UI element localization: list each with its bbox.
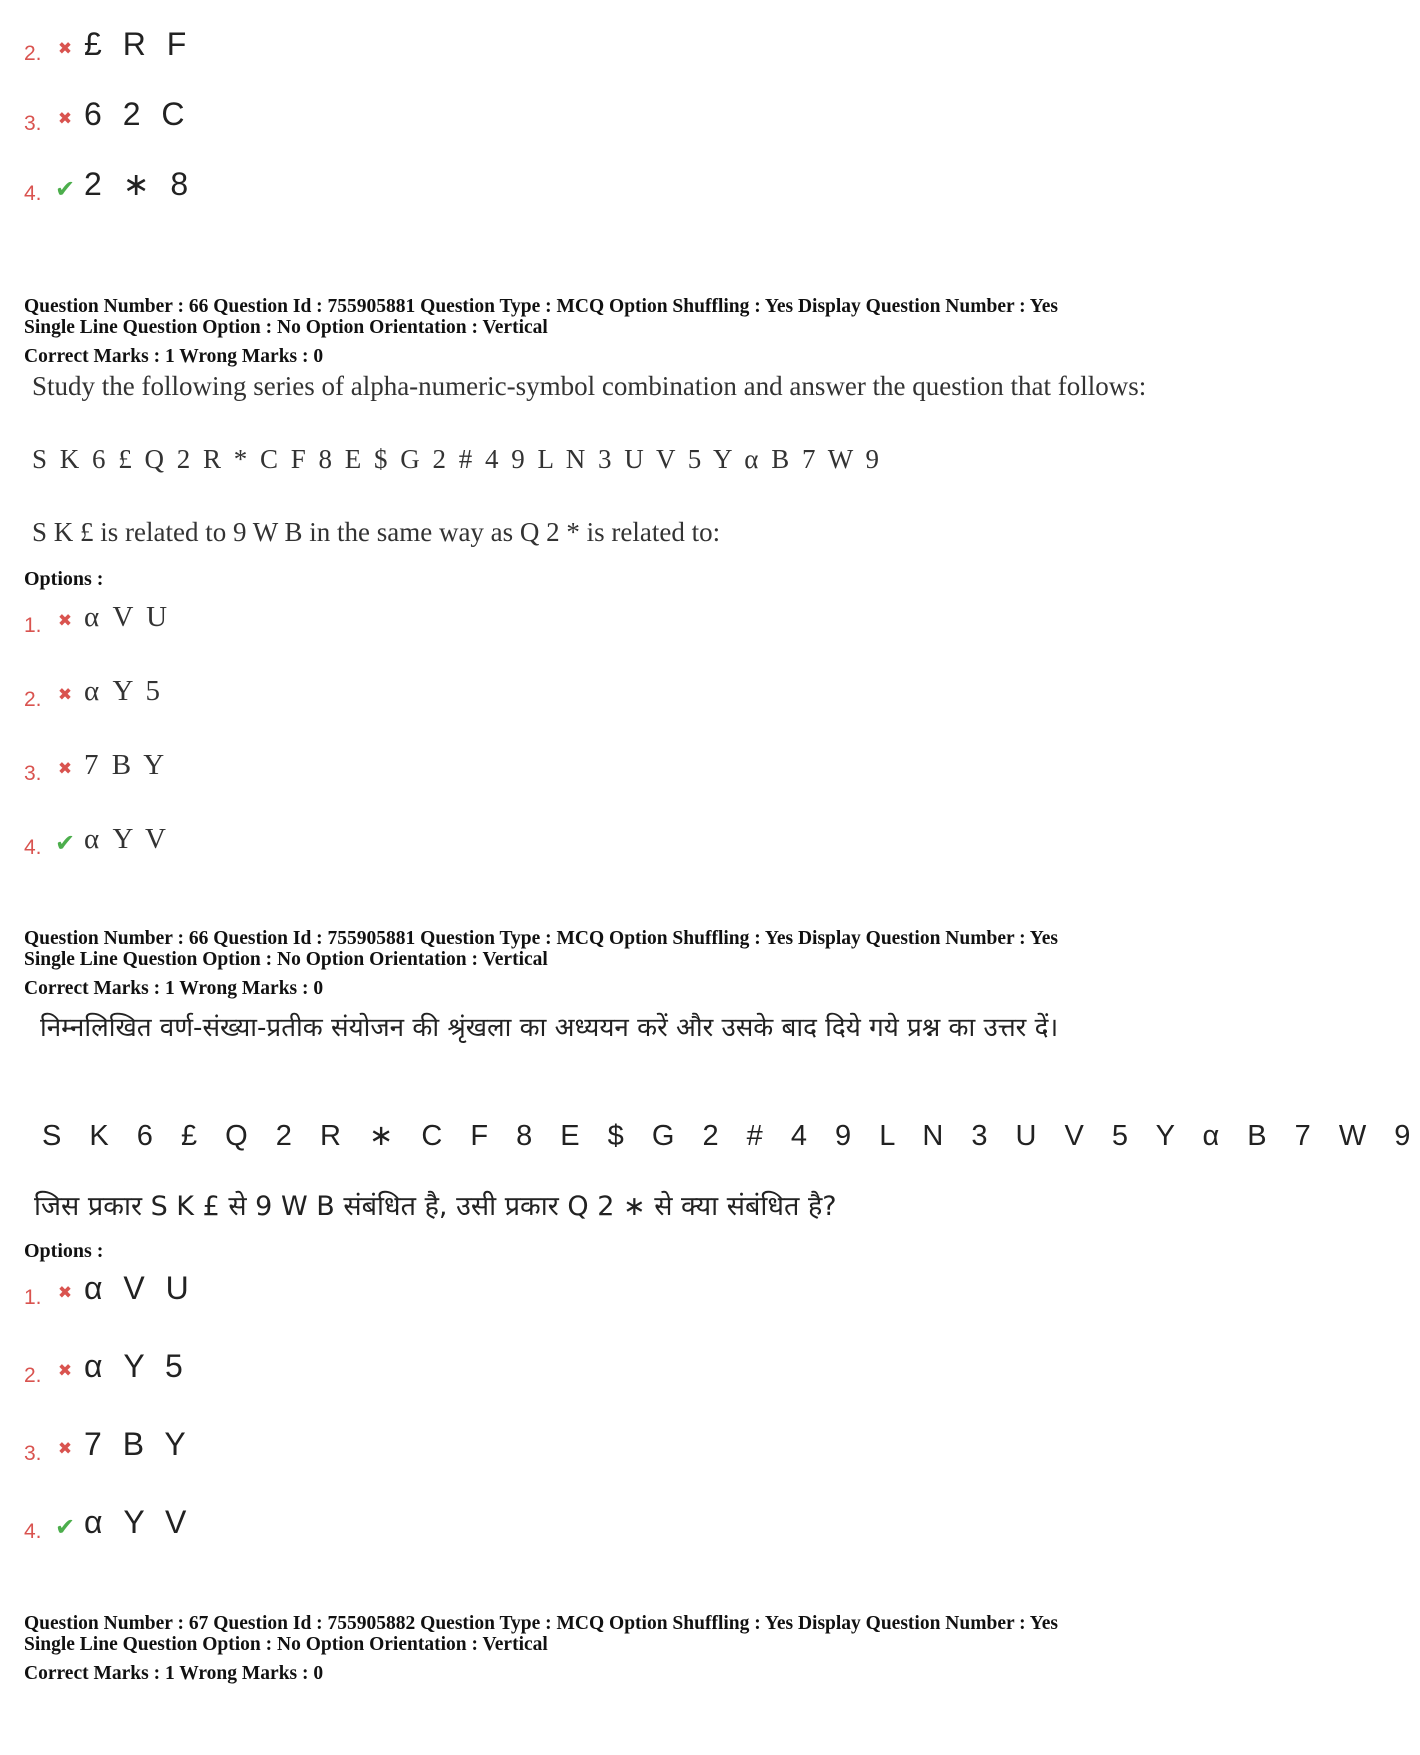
option-4 <box>24 1496 192 1544</box>
check-icon: ✔ <box>54 175 76 203</box>
cross-icon: ✖ <box>57 109 73 129</box>
cross-icon: ✖ <box>57 1439 73 1459</box>
option-2 <box>24 1340 189 1388</box>
question-marks: Correct Marks : 1 Wrong Marks : 0 <box>24 978 324 999</box>
question-marks: Correct Marks : 1 Wrong Marks : 0 <box>24 1663 324 1684</box>
option-number: 3. <box>24 762 42 785</box>
option-number: 3. <box>24 112 42 135</box>
question-text: Study the following series of alpha-numeric-symbol combination and answer the question that follows: <box>32 371 1147 401</box>
option-text: 2 ∗ 8 <box>84 166 195 202</box>
option-text: α Y 5 <box>84 675 164 707</box>
option-number: 4. <box>24 182 42 205</box>
question-meta-line2: Single Line Question Option : No Option Orientation : Vertical <box>24 1634 548 1655</box>
question-meta-line2: Single Line Question Option : No Option Orientation : Vertical <box>24 949 548 970</box>
option-number: 2. <box>24 1364 42 1387</box>
cross-icon: ✖ <box>57 611 73 631</box>
option-number: 1. <box>24 1286 42 1309</box>
question-meta-line2: Single Line Question Option : No Option Orientation : Vertical <box>24 317 548 338</box>
option-text: α Y 5 <box>84 1348 189 1384</box>
option-text: 6 2 C <box>84 96 191 132</box>
cross-icon: ✖ <box>57 39 73 59</box>
cross-icon: ✖ <box>57 1283 73 1303</box>
question-meta-line1: Question Number : 66 Question Id : 755905881 Question Type : MCQ Option Shuffling : Yes Display Question Number : Yes <box>24 928 1058 949</box>
option-text: £ R F <box>84 26 193 62</box>
check-icon: ✔ <box>54 1513 76 1541</box>
options-label: Options : <box>24 1240 104 1262</box>
cross-icon: ✖ <box>57 759 73 779</box>
question-marks: Correct Marks : 1 Wrong Marks : 0 <box>24 346 324 367</box>
option-4 <box>24 158 194 206</box>
option-3 <box>24 88 190 136</box>
option-number: 2. <box>24 688 42 711</box>
question-ask: जिस प्रकार S K £ से 9 W B संबंधित है, उसी प्रकार Q 2 ∗ से क्या संबंधित है? <box>34 1191 837 1222</box>
option-2 <box>24 18 192 66</box>
option-text: α Y V <box>84 1504 193 1540</box>
options-label: Options : <box>24 568 104 590</box>
option-text: α V U <box>84 601 171 633</box>
option-number: 1. <box>24 614 42 637</box>
option-4 <box>24 812 169 860</box>
option-text: 7 B Y <box>84 1426 192 1462</box>
option-text: α Y V <box>84 823 169 855</box>
cross-icon: ✖ <box>57 1361 73 1381</box>
option-number: 2. <box>24 42 42 65</box>
option-number: 4. <box>24 1520 42 1543</box>
question-ask: S K £ is related to 9 W B in the same way as Q 2 * is related to: <box>32 517 721 547</box>
question-series: S K 6 £ Q 2 R * C F 8 E $ G 2 # 4 9 L N 3 U V 5 Y α B 7 W 9 <box>32 444 882 474</box>
option-1 <box>24 590 170 638</box>
question-text: निम्नलिखित वर्ण-संख्या-प्रतीक संयोजन की श्रृंखला का अध्ययन करें और उसके बाद दिये गये प्रश्न का उत्तर दें। <box>40 1013 1059 1043</box>
option-3 <box>24 1418 192 1466</box>
option-1 <box>24 1262 195 1310</box>
option-2 <box>24 664 163 712</box>
question-meta-line1: Question Number : 67 Question Id : 755905882 Question Type : MCQ Option Shuffling : Yes Display Question Number : Yes <box>24 1613 1058 1634</box>
option-number: 4. <box>24 836 42 859</box>
option-text: α V U <box>84 1270 195 1306</box>
option-text: 7 B Y <box>84 749 168 781</box>
question-meta-line1: Question Number : 66 Question Id : 755905881 Question Type : MCQ Option Shuffling : Yes Display Question Number : Yes <box>24 296 1058 317</box>
option-number: 3. <box>24 1442 42 1465</box>
cross-icon: ✖ <box>57 685 73 705</box>
check-icon: ✔ <box>54 829 76 857</box>
question-series: S K 6 £ Q 2 R ∗ C F 8 E $ G 2 # 4 9 L N 3 U V 5 Y α B 7 W 9 <box>42 1120 1420 1152</box>
option-3 <box>24 738 167 786</box>
